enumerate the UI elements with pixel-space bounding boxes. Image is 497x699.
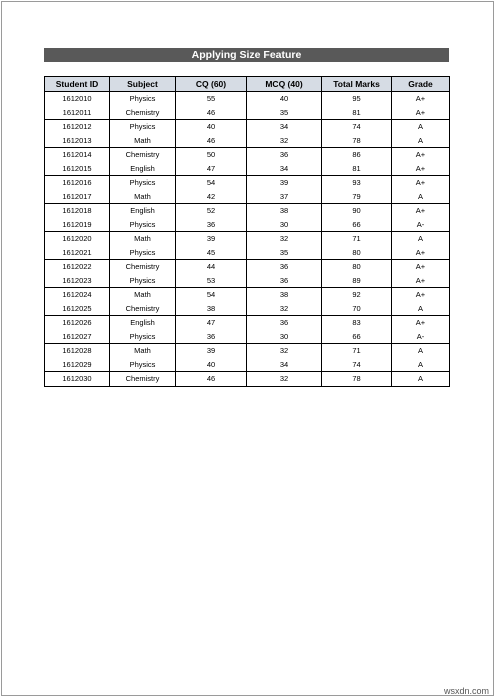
cell-subject: Physics [110, 274, 176, 288]
table-row [45, 330, 450, 344]
cell-cq: 50 [176, 148, 247, 162]
cell-student-id: 1612024 [45, 288, 110, 302]
cell-total-marks: 90 [322, 204, 392, 218]
cell-student-id: 1612019 [45, 218, 110, 232]
cell-student-id: 1612028 [45, 344, 110, 358]
page-title: Applying Size Feature [44, 48, 449, 62]
cell-subject: Chemistry [110, 372, 176, 387]
cell-total-marks: 74 [322, 358, 392, 372]
cell-grade: A+ [392, 106, 450, 120]
cell-student-id: 1612016 [45, 176, 110, 190]
cell-cq: 40 [176, 120, 247, 134]
cell-total-marks: 81 [322, 162, 392, 176]
cell-cq: 47 [176, 162, 247, 176]
cell-cq: 39 [176, 344, 247, 358]
cell-student-id: 1612012 [45, 120, 110, 134]
cell-total-marks: 71 [322, 232, 392, 246]
table-row [45, 218, 450, 232]
cell-student-id: 1612013 [45, 134, 110, 148]
cell-total-marks: 78 [322, 372, 392, 387]
cell-total-marks: 78 [322, 134, 392, 148]
table-row [45, 302, 450, 316]
table-row [45, 106, 450, 120]
cell-mcq: 36 [247, 260, 322, 274]
table-row [45, 120, 450, 134]
cell-student-id: 1612022 [45, 260, 110, 274]
cell-student-id: 1612014 [45, 148, 110, 162]
cell-subject: Physics [110, 330, 176, 344]
cell-cq: 39 [176, 232, 247, 246]
cell-total-marks: 70 [322, 302, 392, 316]
marks-table [44, 76, 450, 387]
cell-grade: A+ [392, 92, 450, 106]
cell-cq: 53 [176, 274, 247, 288]
cell-subject: Physics [110, 218, 176, 232]
cell-student-id: 1612018 [45, 204, 110, 218]
cell-subject: Chemistry [110, 106, 176, 120]
cell-mcq: 36 [247, 316, 322, 330]
cell-total-marks: 74 [322, 120, 392, 134]
cell-student-id: 1612020 [45, 232, 110, 246]
table-row [45, 134, 450, 148]
table-row [45, 176, 450, 190]
cell-student-id: 1612011 [45, 106, 110, 120]
cell-grade: A+ [392, 162, 450, 176]
column-header-total-marks: Total Marks [322, 77, 392, 92]
cell-cq: 44 [176, 260, 247, 274]
cell-grade: A- [392, 330, 450, 344]
cell-student-id: 1612029 [45, 358, 110, 372]
cell-grade: A [392, 190, 450, 204]
cell-mcq: 32 [247, 302, 322, 316]
cell-total-marks: 86 [322, 148, 392, 162]
cell-grade: A [392, 344, 450, 358]
cell-subject: Physics [110, 246, 176, 260]
cell-grade: A [392, 120, 450, 134]
cell-total-marks: 92 [322, 288, 392, 302]
table-body [45, 92, 450, 387]
cell-student-id: 1612017 [45, 190, 110, 204]
table-row [45, 358, 450, 372]
cell-cq: 52 [176, 204, 247, 218]
cell-grade: A [392, 372, 450, 387]
cell-grade: A [392, 302, 450, 316]
table-header-row [45, 77, 450, 92]
cell-grade: A+ [392, 176, 450, 190]
cell-subject: English [110, 316, 176, 330]
cell-subject: English [110, 204, 176, 218]
cell-mcq: 32 [247, 372, 322, 387]
cell-cq: 38 [176, 302, 247, 316]
cell-mcq: 34 [247, 120, 322, 134]
cell-grade: A- [392, 218, 450, 232]
table-row [45, 372, 450, 387]
cell-student-id: 1612021 [45, 246, 110, 260]
cell-total-marks: 66 [322, 330, 392, 344]
cell-mcq: 37 [247, 190, 322, 204]
cell-cq: 55 [176, 92, 247, 106]
table-row [45, 190, 450, 204]
table-row [45, 204, 450, 218]
table-row [45, 344, 450, 358]
cell-total-marks: 95 [322, 92, 392, 106]
cell-cq: 47 [176, 316, 247, 330]
cell-grade: A+ [392, 246, 450, 260]
cell-mcq: 35 [247, 246, 322, 260]
table-row [45, 260, 450, 274]
cell-student-id: 1612023 [45, 274, 110, 288]
cell-cq: 36 [176, 218, 247, 232]
cell-subject: English [110, 162, 176, 176]
cell-cq: 46 [176, 134, 247, 148]
column-header-subject: Subject [110, 77, 176, 92]
cell-mcq: 38 [247, 204, 322, 218]
column-header-student-id: Student ID [45, 77, 110, 92]
cell-total-marks: 80 [322, 260, 392, 274]
cell-cq: 42 [176, 190, 247, 204]
cell-student-id: 1612015 [45, 162, 110, 176]
cell-subject: Physics [110, 358, 176, 372]
cell-cq: 54 [176, 288, 247, 302]
cell-total-marks: 66 [322, 218, 392, 232]
cell-grade: A+ [392, 316, 450, 330]
cell-mcq: 32 [247, 344, 322, 358]
cell-total-marks: 79 [322, 190, 392, 204]
cell-mcq: 32 [247, 134, 322, 148]
column-header-mcq: MCQ (40) [247, 77, 322, 92]
cell-total-marks: 71 [322, 344, 392, 358]
table-row [45, 288, 450, 302]
cell-subject: Physics [110, 120, 176, 134]
cell-subject: Physics [110, 92, 176, 106]
cell-grade: A+ [392, 204, 450, 218]
cell-subject: Math [110, 288, 176, 302]
column-header-cq: CQ (60) [176, 77, 247, 92]
cell-subject: Math [110, 344, 176, 358]
cell-cq: 36 [176, 330, 247, 344]
cell-cq: 54 [176, 176, 247, 190]
cell-grade: A [392, 134, 450, 148]
watermark: wsxdn.com [443, 686, 489, 696]
cell-grade: A+ [392, 148, 450, 162]
cell-total-marks: 80 [322, 246, 392, 260]
cell-student-id: 1612010 [45, 92, 110, 106]
cell-student-id: 1612026 [45, 316, 110, 330]
table-row [45, 92, 450, 106]
cell-subject: Chemistry [110, 302, 176, 316]
cell-total-marks: 89 [322, 274, 392, 288]
cell-subject: Chemistry [110, 148, 176, 162]
cell-mcq: 39 [247, 176, 322, 190]
cell-grade: A [392, 232, 450, 246]
cell-subject: Physics [110, 176, 176, 190]
table-row [45, 316, 450, 330]
cell-student-id: 1612025 [45, 302, 110, 316]
cell-cq: 40 [176, 358, 247, 372]
cell-mcq: 30 [247, 330, 322, 344]
cell-grade: A+ [392, 288, 450, 302]
cell-total-marks: 81 [322, 106, 392, 120]
cell-mcq: 38 [247, 288, 322, 302]
cell-subject: Chemistry [110, 260, 176, 274]
cell-subject: Math [110, 232, 176, 246]
cell-grade: A [392, 358, 450, 372]
cell-mcq: 34 [247, 358, 322, 372]
cell-mcq: 34 [247, 162, 322, 176]
cell-mcq: 36 [247, 274, 322, 288]
table-row [45, 148, 450, 162]
cell-mcq: 32 [247, 232, 322, 246]
cell-total-marks: 83 [322, 316, 392, 330]
cell-mcq: 30 [247, 218, 322, 232]
cell-subject: Math [110, 190, 176, 204]
cell-cq: 46 [176, 106, 247, 120]
cell-mcq: 35 [247, 106, 322, 120]
table-row [45, 274, 450, 288]
cell-student-id: 1612030 [45, 372, 110, 387]
cell-grade: A+ [392, 274, 450, 288]
cell-cq: 45 [176, 246, 247, 260]
cell-mcq: 36 [247, 148, 322, 162]
cell-student-id: 1612027 [45, 330, 110, 344]
table-row [45, 246, 450, 260]
cell-subject: Math [110, 134, 176, 148]
cell-grade: A+ [392, 260, 450, 274]
cell-cq: 46 [176, 372, 247, 387]
column-header-grade: Grade [392, 77, 450, 92]
cell-total-marks: 93 [322, 176, 392, 190]
table-row [45, 232, 450, 246]
cell-mcq: 40 [247, 92, 322, 106]
table-row [45, 162, 450, 176]
